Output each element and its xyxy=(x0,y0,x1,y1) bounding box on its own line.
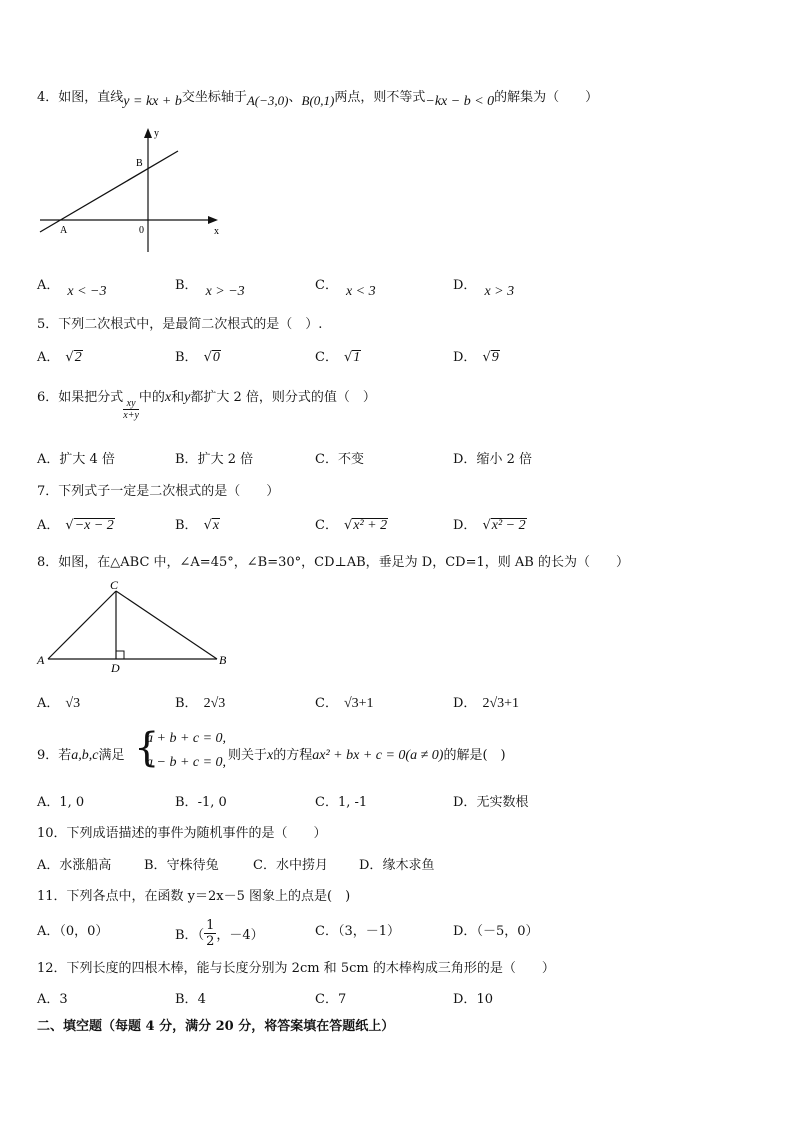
option-text: （3，－1） xyxy=(337,924,400,939)
radicand: −x − 2 xyxy=(74,518,114,533)
q10-option-b[interactable] xyxy=(144,854,219,873)
option-letter: B． xyxy=(175,928,198,943)
section-heading-fill-in: 二、填空题（每题 4 分，满分 20 分，将答案填在答题纸上） xyxy=(37,1019,395,1034)
option-letter: B． xyxy=(175,992,198,1007)
fraction-one-half xyxy=(204,918,216,949)
option-text: （ xyxy=(197,928,205,943)
q6-option-b[interactable] xyxy=(175,448,253,467)
radicand: 2 xyxy=(74,350,82,365)
option-text: 缘木求鱼 xyxy=(382,858,435,873)
option-letter: A． xyxy=(37,452,60,467)
q12-option-a[interactable] xyxy=(37,988,68,1007)
option-letter: A． xyxy=(37,858,60,873)
option-text: √3 xyxy=(65,696,81,711)
option-text: x < −3 xyxy=(67,284,107,299)
option-text: ，－4） xyxy=(216,928,264,943)
question-5-stem: 5．下列二次根式中，是最简二次根式的是（ ）. xyxy=(37,317,323,332)
option-letter: D． xyxy=(453,992,477,1007)
q9-option-c[interactable] xyxy=(315,791,367,810)
question-12-stem: 12．下列长度的四根木棒，能与长度分别为 2cm 和 5cm 的木棒构成三角形的是（ ） xyxy=(37,961,555,976)
q11-option-a[interactable] xyxy=(37,920,108,939)
option-letter: C． xyxy=(253,858,276,873)
radicand: x² − 2 xyxy=(491,518,526,533)
q4-graph-figure xyxy=(36,124,232,254)
question-11-stem: 11．下列各点中，在函数 y＝2x－5 图象上的点是( ) xyxy=(37,889,351,904)
option-letter: B． xyxy=(175,278,198,293)
option-text: 2√3 xyxy=(203,696,226,711)
vertex-label-c: C xyxy=(110,578,119,592)
question-9-stem-end xyxy=(228,744,506,764)
axis-label-y: y xyxy=(154,128,159,139)
q9-text: 满足 xyxy=(98,748,125,763)
vertex-label-d: D xyxy=(111,661,120,675)
option-text: 2√3+1 xyxy=(482,696,520,711)
option-letter: A． xyxy=(37,795,60,810)
option-letter: A． xyxy=(37,518,60,533)
option-letter: B． xyxy=(175,795,198,810)
q11-option-b[interactable] xyxy=(175,920,264,951)
fraction-denominator: x+y xyxy=(123,410,139,421)
option-text: x > −3 xyxy=(205,284,245,299)
q6-option-c[interactable] xyxy=(315,448,364,467)
point-b: B(0,1) xyxy=(301,93,335,108)
option-letter: C． xyxy=(315,518,338,533)
q4-option-d[interactable] xyxy=(453,274,515,299)
fraction-numerator: 1 xyxy=(206,918,215,933)
origin-label: 0 xyxy=(139,225,144,236)
q6-option-d[interactable] xyxy=(453,448,532,467)
q6-text: 和 xyxy=(171,390,185,405)
q11-option-d[interactable] xyxy=(453,920,538,939)
option-text: 1, -1 xyxy=(337,795,368,810)
q4-text: 、 xyxy=(288,90,302,105)
question-7-stem: 7．下列式子一定是二次根式的是（ ） xyxy=(37,484,280,499)
option-text: 不变 xyxy=(337,452,364,467)
q4-text: 如图，直线 xyxy=(58,90,124,105)
fraction-numerator: xy xyxy=(123,398,139,410)
q9-text: 的方程 xyxy=(273,748,313,763)
question-number: 4． xyxy=(37,90,59,105)
option-letter: B． xyxy=(175,518,198,533)
option-letter: C． xyxy=(315,992,338,1007)
variable-x: x xyxy=(267,748,274,763)
variable-x: x xyxy=(164,390,172,405)
option-letter: B． xyxy=(175,350,198,365)
q7-option-a[interactable]: A． √−x − 2 xyxy=(37,518,114,533)
fraction-xy-over-x-plus-y xyxy=(123,398,139,421)
option-letter: A． xyxy=(37,924,60,939)
q8-option-a[interactable] xyxy=(37,692,80,712)
option-letter: D． xyxy=(453,924,477,939)
q7-option-b[interactable]: B． √x xyxy=(175,518,220,533)
option-letter: A． xyxy=(37,696,60,711)
option-letter: C． xyxy=(315,452,338,467)
question-8-stem: 8．如图，在△ABC 中，∠A=45°，∠B=30°，CD⊥AB，垂足为 D，CD=1，则 AB 的长为（ ） xyxy=(37,555,629,570)
option-text: 7 xyxy=(337,992,347,1007)
q10-option-c[interactable] xyxy=(253,854,328,873)
radicand: x xyxy=(212,518,220,533)
system-brace: { xyxy=(134,725,160,771)
option-letter: D． xyxy=(453,696,477,711)
variable-y: y xyxy=(184,390,191,405)
option-text: 缩小 2 倍 xyxy=(476,452,532,467)
option-letter: C． xyxy=(315,696,338,711)
vertex-label-b: B xyxy=(219,653,227,667)
radicand: 0 xyxy=(212,350,220,365)
q5-option-c[interactable]: C． √1 xyxy=(315,350,361,365)
q12-option-c[interactable] xyxy=(315,988,346,1007)
option-letter: C． xyxy=(315,795,338,810)
variables-abc: a,b,c xyxy=(71,748,99,763)
q7-option-c[interactable]: C． √x² + 2 xyxy=(315,518,388,533)
radicand: 9 xyxy=(491,350,499,365)
option-text: 无实数根 xyxy=(476,795,529,810)
option-text: 水涨船高 xyxy=(59,858,112,873)
fraction-denominator: 2 xyxy=(206,934,215,949)
option-text: 3 xyxy=(59,992,68,1007)
point-a: A(−3,0) xyxy=(246,93,289,108)
q10-option-a[interactable] xyxy=(37,854,111,873)
q4-text: 两点，则不等式 xyxy=(334,90,426,105)
option-letter: A． xyxy=(37,278,60,293)
option-letter: D． xyxy=(453,518,477,533)
q8-option-d[interactable] xyxy=(453,692,519,712)
q9-option-a[interactable] xyxy=(37,791,84,810)
q9-text: 9．若 xyxy=(37,748,72,763)
inequality: −kx − b < 0 xyxy=(425,94,495,109)
q5-option-d[interactable]: D． √9 xyxy=(453,350,499,365)
q11-option-c[interactable] xyxy=(315,920,400,939)
q9-option-d[interactable] xyxy=(453,791,528,810)
question-9-stem-start xyxy=(37,744,125,764)
option-text: -1, 0 xyxy=(197,795,227,810)
option-text: x > 3 xyxy=(484,284,515,299)
option-text: 守株待兔 xyxy=(166,858,219,873)
option-text: （－5，0） xyxy=(476,924,539,939)
q6-text: 6．如果把分式 xyxy=(37,390,124,405)
quadratic-equation: ax² + bx + c = 0(a ≠ 0) xyxy=(312,748,444,763)
option-letter: C． xyxy=(315,278,338,293)
q4-option-b[interactable] xyxy=(175,274,245,299)
option-text: 10 xyxy=(476,992,493,1007)
question-6-stem xyxy=(37,386,376,421)
option-text: 4 xyxy=(197,992,206,1007)
q6-text: 中的 xyxy=(138,390,165,405)
option-text: （0，0） xyxy=(59,924,109,939)
option-letter: D． xyxy=(453,278,477,293)
q6-text: 都扩大 2 倍，则分式的值（ ） xyxy=(190,390,376,405)
q7-option-d[interactable]: D． √x² − 2 xyxy=(453,518,526,533)
q8-option-c[interactable] xyxy=(315,692,374,712)
option-letter: C． xyxy=(315,924,338,939)
q8-triangle-figure xyxy=(34,576,240,676)
option-letter: D． xyxy=(453,795,477,810)
option-letter: A． xyxy=(37,992,60,1007)
option-text: 1, 0 xyxy=(59,795,85,810)
line-equation: y = kx + b xyxy=(123,94,182,109)
option-letter: D． xyxy=(359,858,383,873)
q6-option-a[interactable] xyxy=(37,448,115,467)
question-10-stem: 10．下列成语描述的事件为随机事件的是（ ） xyxy=(37,826,327,841)
q8-option-b[interactable] xyxy=(175,692,225,712)
option-letter: A． xyxy=(37,350,60,365)
q12-option-b[interactable] xyxy=(175,988,206,1007)
option-text: 水中捞月 xyxy=(275,858,328,873)
option-letter: B． xyxy=(175,452,198,467)
vertex-label-a: A xyxy=(37,653,45,667)
q5-option-a[interactable]: A． √2 xyxy=(37,350,82,365)
option-text: √3+1 xyxy=(343,696,374,711)
option-letter: B． xyxy=(144,858,167,873)
point-label-b: B xyxy=(136,158,143,169)
point-label-a: A xyxy=(60,225,68,236)
q9-text: 的解是( ) xyxy=(443,748,506,763)
axis-label-x: x xyxy=(214,226,219,237)
option-letter: D． xyxy=(453,452,477,467)
system-equation-2: a − b + c = 0, xyxy=(146,755,227,770)
q4-option-c[interactable] xyxy=(315,274,376,299)
q4-text: 交坐标轴于 xyxy=(181,90,247,105)
option-text: 扩大 4 倍 xyxy=(59,452,115,467)
radicand: 1 xyxy=(353,350,361,365)
option-letter: D． xyxy=(453,350,477,365)
q12-option-d[interactable] xyxy=(453,988,493,1007)
radicand: x² + 2 xyxy=(353,518,388,533)
q4-option-a[interactable] xyxy=(37,274,107,299)
q5-option-b[interactable]: B． √0 xyxy=(175,350,220,365)
system-equation-1: a + b + c = 0, xyxy=(146,731,227,746)
option-text: 扩大 2 倍 xyxy=(197,452,254,467)
option-letter: B． xyxy=(175,696,198,711)
q10-option-d[interactable] xyxy=(359,854,434,873)
q9-option-b[interactable] xyxy=(175,791,227,810)
q9-text: 则关于 xyxy=(228,748,268,763)
option-text: x < 3 xyxy=(345,284,376,299)
question-4-stem xyxy=(37,86,599,109)
q4-text: 的解集为（ ） xyxy=(494,90,599,105)
option-letter: C． xyxy=(315,350,338,365)
